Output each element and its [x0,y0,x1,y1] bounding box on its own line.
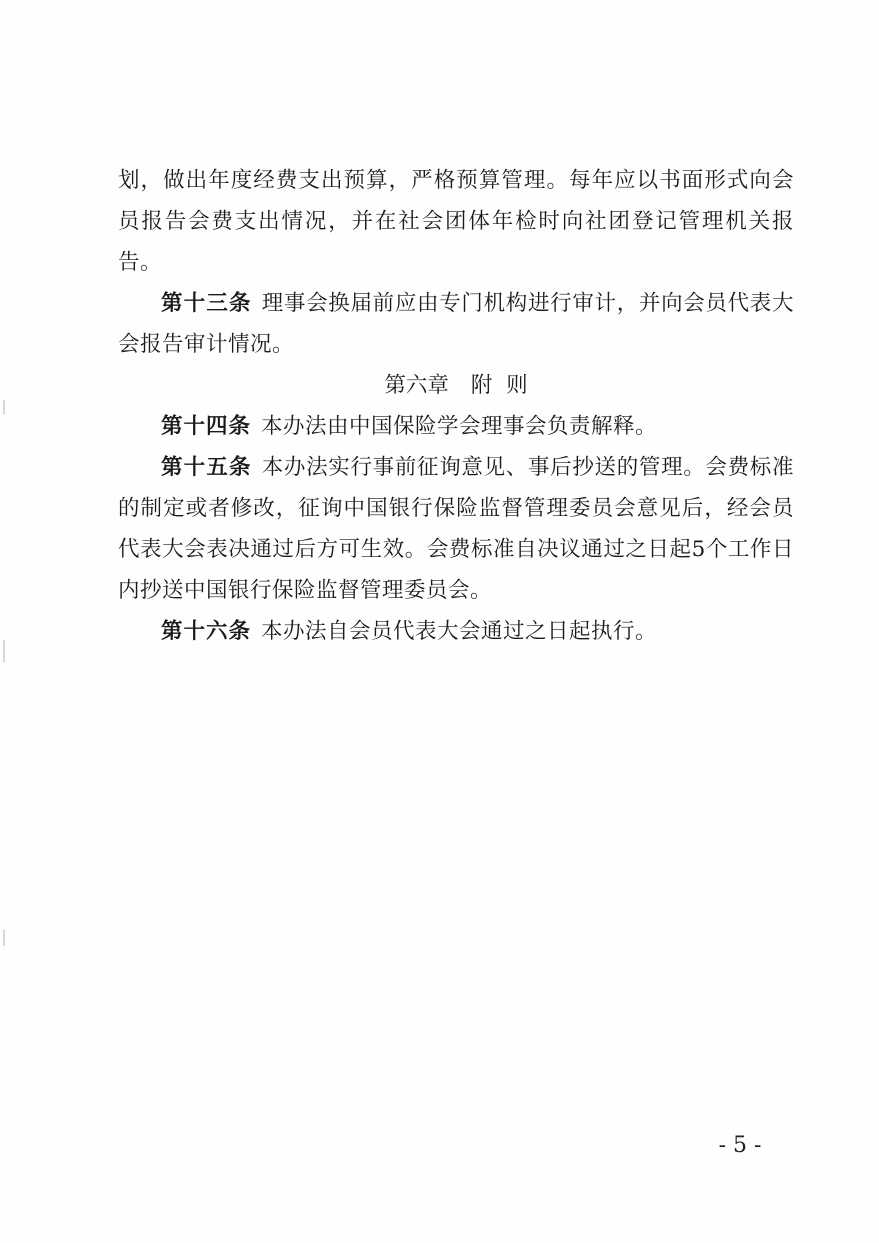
page-number: - 5 - [718,1133,762,1158]
article-16 [118,611,794,652]
article-number: 第十五条 [161,455,252,480]
chapter-number: 第六章 [384,373,449,398]
article-number: 第十三条 [161,291,252,316]
continued-paragraph [118,160,794,283]
article-number: 第十六条 [161,619,252,644]
scan-artifact [3,640,5,662]
article-14 [118,406,794,447]
article-text: 本办法实行事前征询意见、事后抄送的管理。会费标准的制定或者修改，征询中国银行保险监督管理委员会意见后，经会员代表大会表决通过后方可生效。会费标准自决议通过之日起5个工作日内抄送中国银行保险监督管理委员会。 [118,455,794,603]
scan-artifact [3,930,5,946]
scan-artifact [3,400,5,414]
article-number: 第十四条 [161,414,252,439]
paragraph-text: 划，做出年度经费支出预算，严格预算管理。每年应以书面形式向会员报告会费支出情况，并在社会团体年检时向社团登记管理机关报告。 [118,168,794,275]
chapter-title: 附 则 [470,373,528,398]
article-15 [118,447,794,611]
article-text: 理事会换届前应由专门机构进行审计，并向会员代表大会报告审计情况。 [118,291,794,357]
chapter-heading [118,365,794,406]
document-body [118,160,794,652]
article-text: 本办法自会员代表大会通过之日起执行。 [261,619,658,644]
article-text: 本办法由中国保险学会理事会负责解释。 [261,414,658,439]
article-13 [118,283,794,365]
